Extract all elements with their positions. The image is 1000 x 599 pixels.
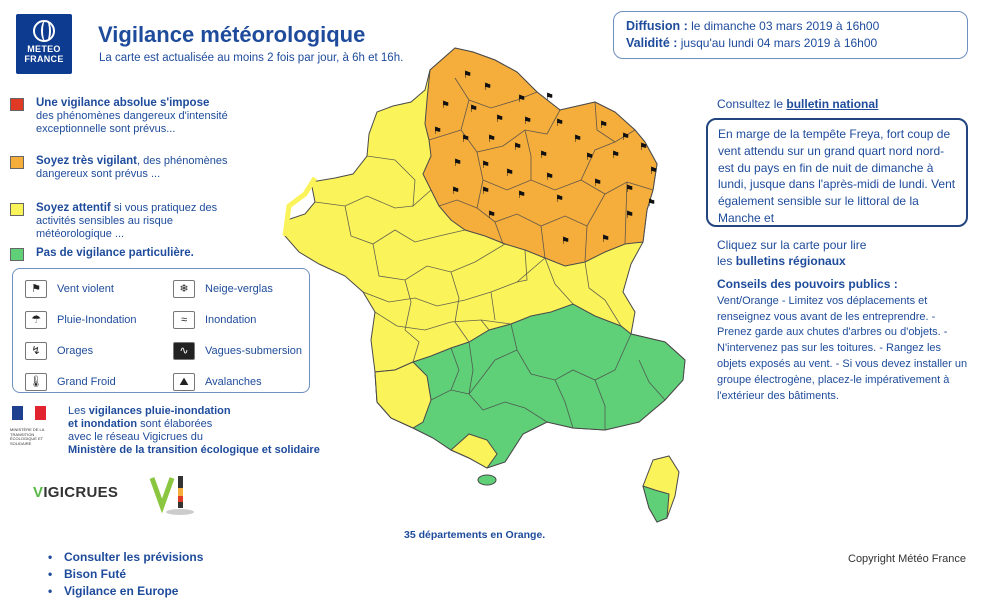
link-previsions[interactable]: • Consulter les prévisions	[48, 549, 203, 566]
vi-logo[interactable]	[148, 474, 198, 520]
svg-text:⚑: ⚑	[495, 114, 504, 125]
public-advice	[717, 277, 969, 404]
svg-text:⚑: ⚑	[481, 160, 490, 171]
globe-icon	[33, 20, 55, 42]
svg-text:⚑: ⚑	[469, 104, 478, 115]
link-vigilance-europe[interactable]: • Vigilance en Europe	[48, 583, 203, 599]
ministry-logo[interactable]: MINISTÈRE DE LA TRANSITION ÉCOLOGIQUE ET SOLIDAIRE	[10, 404, 48, 456]
storm-icon: ↯	[25, 342, 47, 360]
svg-text:⚑: ⚑	[647, 198, 656, 209]
meteo-france-logo[interactable]: METEO FRANCE	[16, 14, 72, 74]
french-flag-icon	[12, 406, 46, 420]
vigilance-map[interactable]	[255, 30, 695, 525]
svg-text:⚑: ⚑	[453, 158, 462, 169]
diffusion-value: le dimanche 03 mars 2019 à 16h00	[691, 19, 880, 33]
waves-icon: ∿	[173, 342, 195, 360]
consult-national: Consultez le bulletin national	[717, 97, 879, 111]
page-subtitle: La carte est actualisée au moins 2 fois par jour, à 6h et 16h.	[99, 52, 404, 64]
page-title: Vigilance météorologique	[98, 22, 366, 47]
svg-text:⚑: ⚑	[561, 236, 570, 247]
svg-text:⚑: ⚑	[463, 70, 472, 81]
svg-text:⚑: ⚑	[483, 82, 492, 93]
svg-text:⚑: ⚑	[621, 132, 630, 143]
avalanche-icon: ⛰	[173, 373, 195, 391]
news-box: En marge de la tempête Freya, fort coup de vent attendu sur un grand quart nord nord-est du pays en fin de nuit de dimanche à lundi, jusque dans l'après-midi de lundi. Vent également sensible sur le littoral de la Manche et	[706, 118, 968, 227]
svg-text:⚑: ⚑	[517, 94, 526, 105]
svg-text:⚑: ⚑	[461, 134, 470, 145]
svg-text:⚑: ⚑	[481, 186, 490, 197]
red-swatch	[10, 98, 24, 111]
link-bison-fute[interactable]: • Bison Futé	[48, 566, 203, 583]
svg-text:⚑: ⚑	[451, 186, 460, 197]
wind-icon: ⚑	[25, 280, 47, 298]
island-marker[interactable]	[478, 475, 496, 485]
legend-orange: Soyez très vigilant, des phénomènes dangereux sont prévus ...	[10, 155, 230, 195]
vigicrues-text: Les vigilances pluie-inondation et inondation sont élaborées avec le réseau Vigicrues du Ministère de la transition écologique et solidaire	[68, 405, 320, 456]
flood-icon: ≈	[173, 311, 195, 329]
vigicrues-logo[interactable]: VIGICRUES	[33, 484, 119, 501]
svg-text:⚑: ⚑	[555, 118, 564, 129]
svg-text:⚑: ⚑	[625, 184, 634, 195]
legend-yellow: Soyez attentif si vous pratiquez des activités sensibles au risque météorologique ...	[10, 202, 230, 242]
yellow-swatch	[10, 203, 24, 216]
svg-text:⚑: ⚑	[545, 172, 554, 183]
svg-text:⚑: ⚑	[433, 126, 442, 137]
svg-text:⚑: ⚑	[573, 134, 582, 145]
svg-text:⚑: ⚑	[505, 168, 514, 179]
svg-text:⚑: ⚑	[441, 100, 450, 111]
svg-text:⚑: ⚑	[513, 142, 522, 153]
legend-green: Pas de vigilance particulière.	[10, 247, 230, 263]
svg-text:⚑: ⚑	[599, 120, 608, 131]
svg-text:⚑: ⚑	[517, 190, 526, 201]
green-swatch	[10, 248, 24, 261]
copyright: Copyright Météo France	[848, 553, 966, 565]
phenomena-legend: ⚑ Vent violent ❄ Neige-verglas ☂ Pluie-Inondation ≈ Inondation ↯ Orages ∿ Vagues-submersion 🌡 Grand Froid ⛰ Avalanches	[12, 268, 310, 393]
validity-value: jusqu'au lundi 04 mars 2019 à 16h00	[680, 36, 878, 50]
diffusion-label: Diffusion :	[626, 19, 688, 33]
national-bulletin-link[interactable]: bulletin national	[786, 97, 879, 111]
svg-text:⚑: ⚑	[593, 178, 602, 189]
svg-text:⚑: ⚑	[601, 234, 610, 245]
yellow-southwest[interactable]	[375, 362, 431, 428]
svg-text:⚑: ⚑	[523, 116, 532, 127]
svg-text:⚑: ⚑	[539, 150, 548, 161]
svg-text:⚑: ⚑	[487, 134, 496, 145]
svg-text:⚑: ⚑	[649, 166, 658, 177]
bottom-links	[48, 549, 203, 599]
rain-flood-icon: ☂	[25, 311, 47, 329]
svg-text:⚑: ⚑	[639, 142, 648, 153]
svg-text:⚑: ⚑	[625, 210, 634, 221]
orange-swatch	[10, 156, 24, 169]
orange-count: 35 départements en Orange.	[404, 529, 546, 541]
validity-label: Validité :	[626, 36, 678, 50]
svg-text:⚑: ⚑	[585, 152, 594, 163]
cold-icon: 🌡	[25, 373, 47, 391]
regional-bulletins-link[interactable]: bulletins régionaux	[735, 254, 846, 268]
regional-text: Cliquez sur la carte pour lire les bulletins régionaux	[717, 238, 867, 268]
ministry-link[interactable]: Ministère de la transition écologique et solidaire	[68, 444, 320, 456]
svg-text:⚑: ⚑	[545, 92, 554, 103]
svg-text:⚑: ⚑	[611, 150, 620, 161]
svg-text:⚑: ⚑	[487, 210, 496, 221]
legend-red: Une vigilance absolue s'impose des phénomènes dangereux d'intensité exceptionnelle sont prévus...	[10, 97, 230, 153]
svg-text:⚑: ⚑	[555, 194, 564, 205]
snow-ice-icon: ❄	[173, 280, 195, 298]
advice-text: Vent/Orange - Limitez vos déplacements et renseignez vous avant de les entreprendre. - Prenez garde aux chutes d'arbres ou d'objets. - N'intervenez pas sur les toitures. - Rangez les objets exposés au vent. - Si vous devez installer un groupe électrogène, placez-le impérativement à l'extérieur des bâtiments.	[717, 294, 968, 402]
svg-text:Vi: Vi	[148, 474, 149, 475]
advice-title: Conseils des pouvoirs publics :	[717, 277, 898, 291]
